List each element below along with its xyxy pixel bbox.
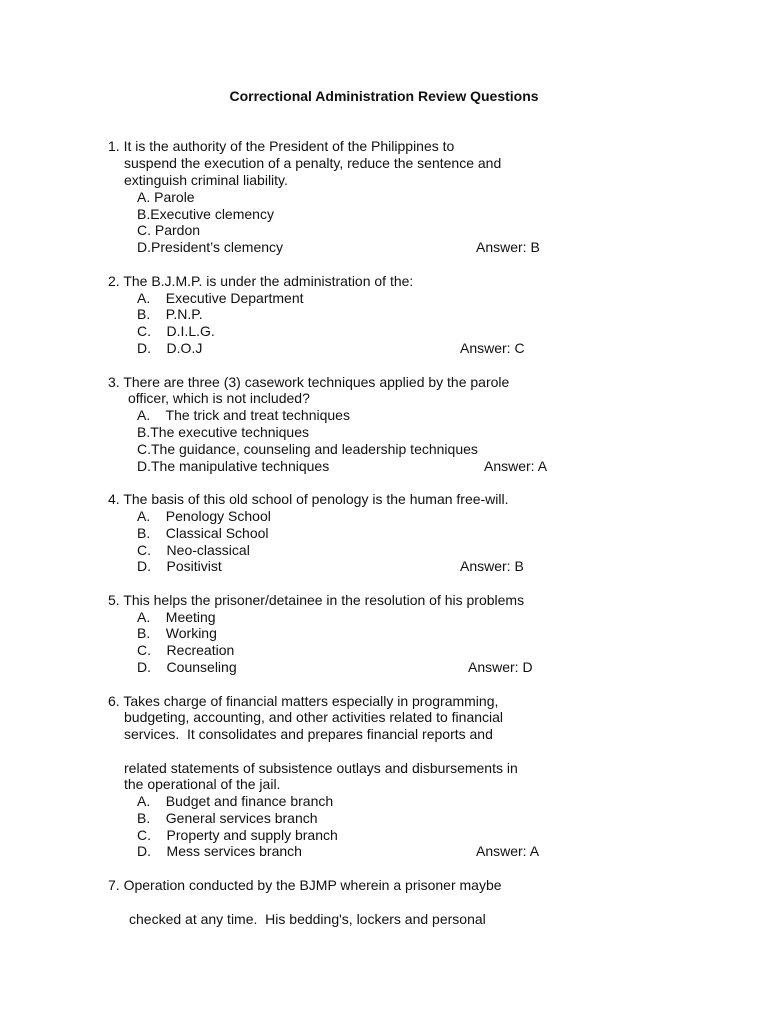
question-6-stem-line-2: budgeting, accounting, and other activities related to financial [124,709,504,725]
question-2-option-d: D. D.O.J [137,340,203,356]
question-2-answer: Answer: C [460,340,525,356]
question-4-option-a: A. Penology School [137,508,271,524]
question-2-stem-line-1: 2. The B.J.M.P. is under the administration of the: [108,273,414,289]
question-5-stem-line-1: 5. This helps the prisoner/detainee in the resolution of his problems [108,592,525,608]
question-1-stem-line-2: suspend the execution of a penalty, reduce the sentence and [124,155,502,171]
question-7-stem-line-2: checked at any time. His bedding's, lockers and personal [129,911,486,927]
question-6-stem-line-3: services. It consolidates and prepares financial reports and [124,726,493,742]
question-4-stem-line-1: 4. The basis of this old school of penology is the human free-will. [108,491,509,507]
question-1-stem-line-3: extinguish criminal liability. [124,172,288,188]
question-2-option-c: C. D.I.L.G. [137,323,215,339]
question-1-option-b: B.Executive clemency [137,206,274,222]
question-6-option-b: B. General services branch [137,810,318,826]
question-1-option-a: A. Parole [137,189,195,205]
page-title: Correctional Administration Review Questions [229,88,539,104]
question-1-option-c: C. Pardon [137,222,201,238]
question-4-answer: Answer: B [460,558,524,574]
question-3-option-c: C.The guidance, counseling and leadership techniques [137,441,478,457]
question-3-stem-line-1: 3. There are three (3) casework techniques applied by the parole [108,374,510,390]
question-5-option-b: B. Working [137,625,217,641]
question-1-stem-line-1: 1. It is the authority of the President of the Philippines to [108,138,455,154]
question-7-stem-line-1: 7. Operation conducted by the BJMP wherein a prisoner maybe [108,877,502,893]
question-6-option-d: D. Mess services branch [137,843,302,859]
question-5-option-a: A. Meeting [137,609,216,625]
question-1-answer: Answer: B [476,239,540,255]
question-3-option-b: B.The executive techniques [137,424,309,440]
question-3-option-d: D.The manipulative techniques [137,458,330,474]
question-1-option-d: D.President’s clemency [137,239,284,255]
question-6-option-c: C. Property and supply branch [137,827,338,843]
question-2-option-b: B. P.N.P. [137,306,203,322]
question-3-stem-line-2: officer, which is not included? [128,390,310,406]
question-6-answer: Answer: A [476,843,540,859]
question-6-stem-line-1: 6. Takes charge of financial matters especially in programming, [108,693,499,709]
question-4-option-b: B. Classical School [137,525,269,541]
question-3-option-a: A. The trick and treat techniques [137,407,350,423]
question-3-answer: Answer: A [484,458,548,474]
question-5-answer: Answer: D [468,659,533,675]
question-6-option-a: A. Budget and finance branch [137,793,334,809]
question-4-option-d: D. Positivist [137,558,222,574]
question-4-option-c: C. Neo-classical [137,542,250,558]
question-2-option-a: A. Executive Department [137,290,304,306]
question-6-stem-line-4: related statements of subsistence outlays and disbursements in [124,760,518,776]
question-5-option-c: C. Recreation [137,642,235,658]
question-5-option-d: D. Counseling [137,659,237,675]
question-6-stem-line-5: the operational of the jail. [124,776,281,792]
